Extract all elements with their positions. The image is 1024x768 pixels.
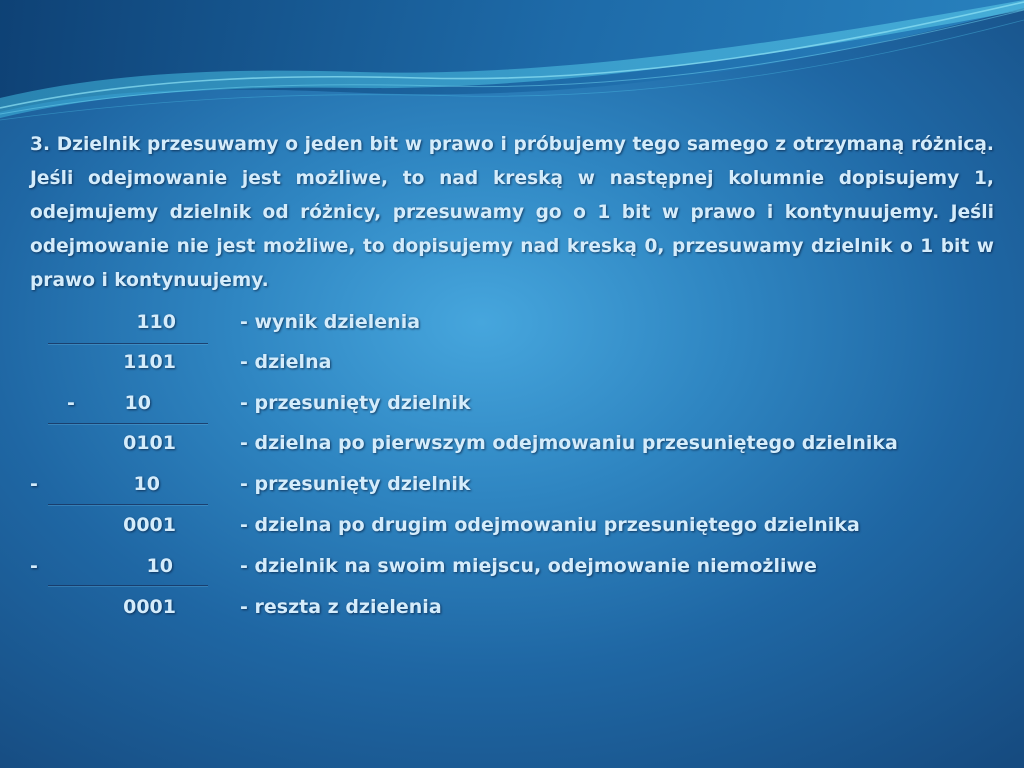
calc-number: 1101 <box>123 351 176 373</box>
calc-number: 110 <box>136 311 176 333</box>
calc-description: - dzielna po drugim odejmowaniu przesuniętego dzielnika <box>240 514 860 536</box>
calc-separator-line <box>48 343 208 344</box>
calc-separator-line <box>48 585 208 586</box>
calc-description: - przesunięty dzielnik <box>240 473 471 495</box>
calc-description: - dzielna <box>240 351 332 373</box>
calc-sign: - <box>30 473 38 495</box>
calc-number: 0001 <box>123 596 176 618</box>
calc-number: 10 <box>146 555 173 577</box>
calc-sign: - <box>30 555 38 577</box>
intro-paragraph: 3. Dzielnik przesuwamy o jeden bit w prawo i próbujemy tego samego z otrzymaną różnicą. Jeśli odejmowanie jest możliwe, to nad kreską w następnej kolumnie dopisujemy 1, odejmujemy dzielnik od różnicy, przesuwamy go o 1 bit w prawo i kontynuujemy. Jeśli odejmowanie nie jest możliwe, to dopisujemy nad kreską 0, przesuwamy dzielnik o 1 bit w prawo i kontynuujemy. <box>30 134 994 291</box>
calc-separator-line <box>48 504 208 505</box>
calc-description: - wynik dzielenia <box>240 311 421 333</box>
calc-sign: - <box>67 392 75 414</box>
calc-description: - dzielnik na swoim miejscu, odejmowanie niemożliwe <box>240 555 817 577</box>
calc-number: 0101 <box>123 432 176 454</box>
calc-separator-line <box>48 423 208 424</box>
decorative-wave-header <box>0 0 1024 125</box>
calc-description: - reszta z dzielenia <box>240 596 442 618</box>
calc-number: 0001 <box>123 514 176 536</box>
calc-description: - dzielna po pierwszym odejmowaniu przesuniętego dzielnika <box>240 432 898 454</box>
calc-number: 10 <box>124 392 151 414</box>
calc-description: - przesunięty dzielnik <box>240 392 471 414</box>
calc-number: 10 <box>133 473 160 495</box>
